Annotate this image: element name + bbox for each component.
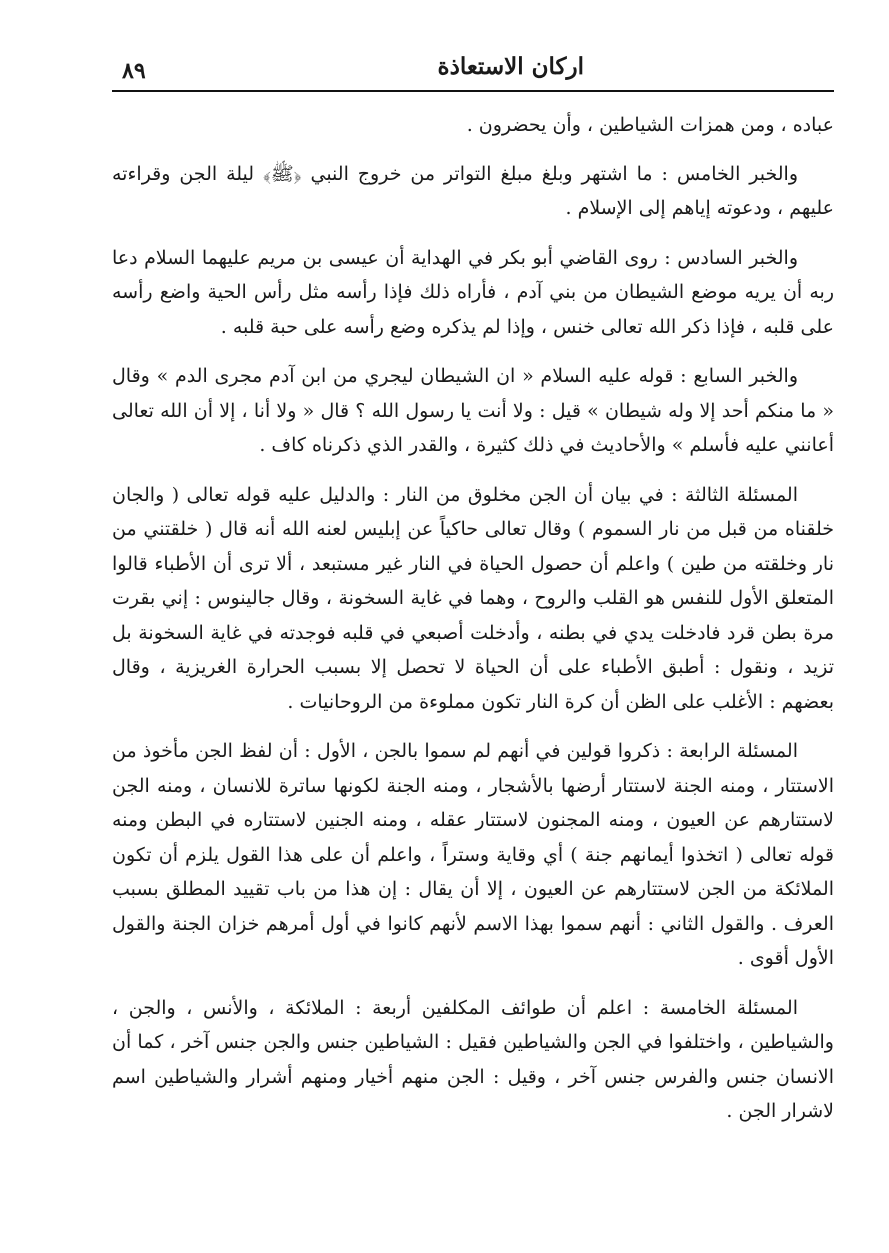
paragraph-sixth-report: والخبر السادس : روى القاضي أبو بكر في الهداية أن عيسى بن مريم عليهما السلام دعا ربه أن يريه موضع الشيطان من بني آدم ، فأراه ذلك فإذا رأسه مثل رأس الحية واضع رأسه على قلبه ، فإذا ذكر الله تعالى خنس ، وإذا لم يذكره وضع رأسه على حبة قلبه . xyxy=(112,246,834,338)
running-header xyxy=(112,52,834,92)
paragraph-fourth-question: المسئلة الرابعة : ذكروا قولين في أنهم لم سموا بالجن ، الأول : أن لفظ الجن مأخوذ من الاستتار ، ومنه الجنة لاستتار أرضها بالأشجار ، ومنه الجنة لكونها ساترة للانسان ، ومنه الجن لاستتارهم عن العيون ، ومنه المجنون لاستتار عقله ، ومنه الجنين لاستتاره في البطن ومنه قوله تعالى ( اتخذوا أيمانهم جنة ) أي وقاية وستراً ، واعلم أن على هذا القول يلزم أن تكون الملائكة من الجن لاستتارهم عن العيون ، إلا أن يقال : إن هذا من باب تقييد المطلق بسبب العرف . والقول الثاني : أنهم سموا بهذا الاسم لأنهم كانوا في أول أمرهم خزان الجنة والقول الأول أقوى . xyxy=(112,740,834,969)
paragraph-fifth-report: والخبر الخامس : ما اشتهر وبلغ مبلغ التواتر من خروج النبي ﴿ﷺ﴾ ليلة الجن وقراءته عليهم ، ودعوته إياهم إلى الإسلام . xyxy=(112,162,834,219)
paragraph-fifth-question: المسئلة الخامسة : اعلم أن طوائف المكلفين أربعة : الملائكة ، والأنس ، والجن ، والشياطين ، واختلفوا في الجن والشياطين فقيل : الشياطين جنس والجن جنس آخر ، كما أن الانسان جنس والفرس جنس آخر ، وقيل : الجن منهم أخيار ومنهم أشرار والشياطين اسم لاشرار الجن . xyxy=(112,996,834,1122)
body-text xyxy=(112,108,834,1144)
header-title: اركان الاستعاذة xyxy=(437,53,584,80)
paragraph-third-question: المسئلة الثالثة : في بيان أن الجن مخلوق من النار : والدليل عليه قوله تعالى ( والجان خلقناه من قبل من نار السموم ) وقال تعالى حاكياً عن إبليس لعنه الله أنه قال ( خلقتني من نار وخلقته من طين ) واعلم أن حصول الحياة في النار غير مستبعد ، ألا ترى أن الأطباء قالوا المتعلق الأول للنفس هو القلب والروح ، وهما في غاية السخونة ، وقال جالينوس : إني بقرت مرة بطن قرد فادخلت يدي في بطنه ، وأدخلت أصبعي في قلبه فوجدته في غاية السخونة بل تزيد ، ونقول : أطبق الأطباء على أن الحياة لا تحصل إلا بسبب الحرارة الغريزية ، وقال بعضهم : الأغلب على الظن أن كرة النار تكون مملوءة من الروحانيات . xyxy=(112,483,834,713)
paragraph-seventh-report: والخبر السابع : قوله عليه السلام « ان الشيطان ليجري من ابن آدم مجرى الدم » وقال « ما منكم أحد إلا وله شيطان » قيل : ولا أنت يا رسول الله ؟ قال « ولا أنا ، إلا أن الله تعالى أعانني عليه فأسلم » والأحاديث في ذلك كثيرة ، والقدر الذي ذكرناه كاف . xyxy=(112,365,834,456)
header-rule xyxy=(112,90,834,92)
paragraph-continuation: عباده ، ومن همزات الشياطين ، وأن يحضرون . xyxy=(466,114,834,136)
page-number: ٨٩ xyxy=(122,58,146,84)
